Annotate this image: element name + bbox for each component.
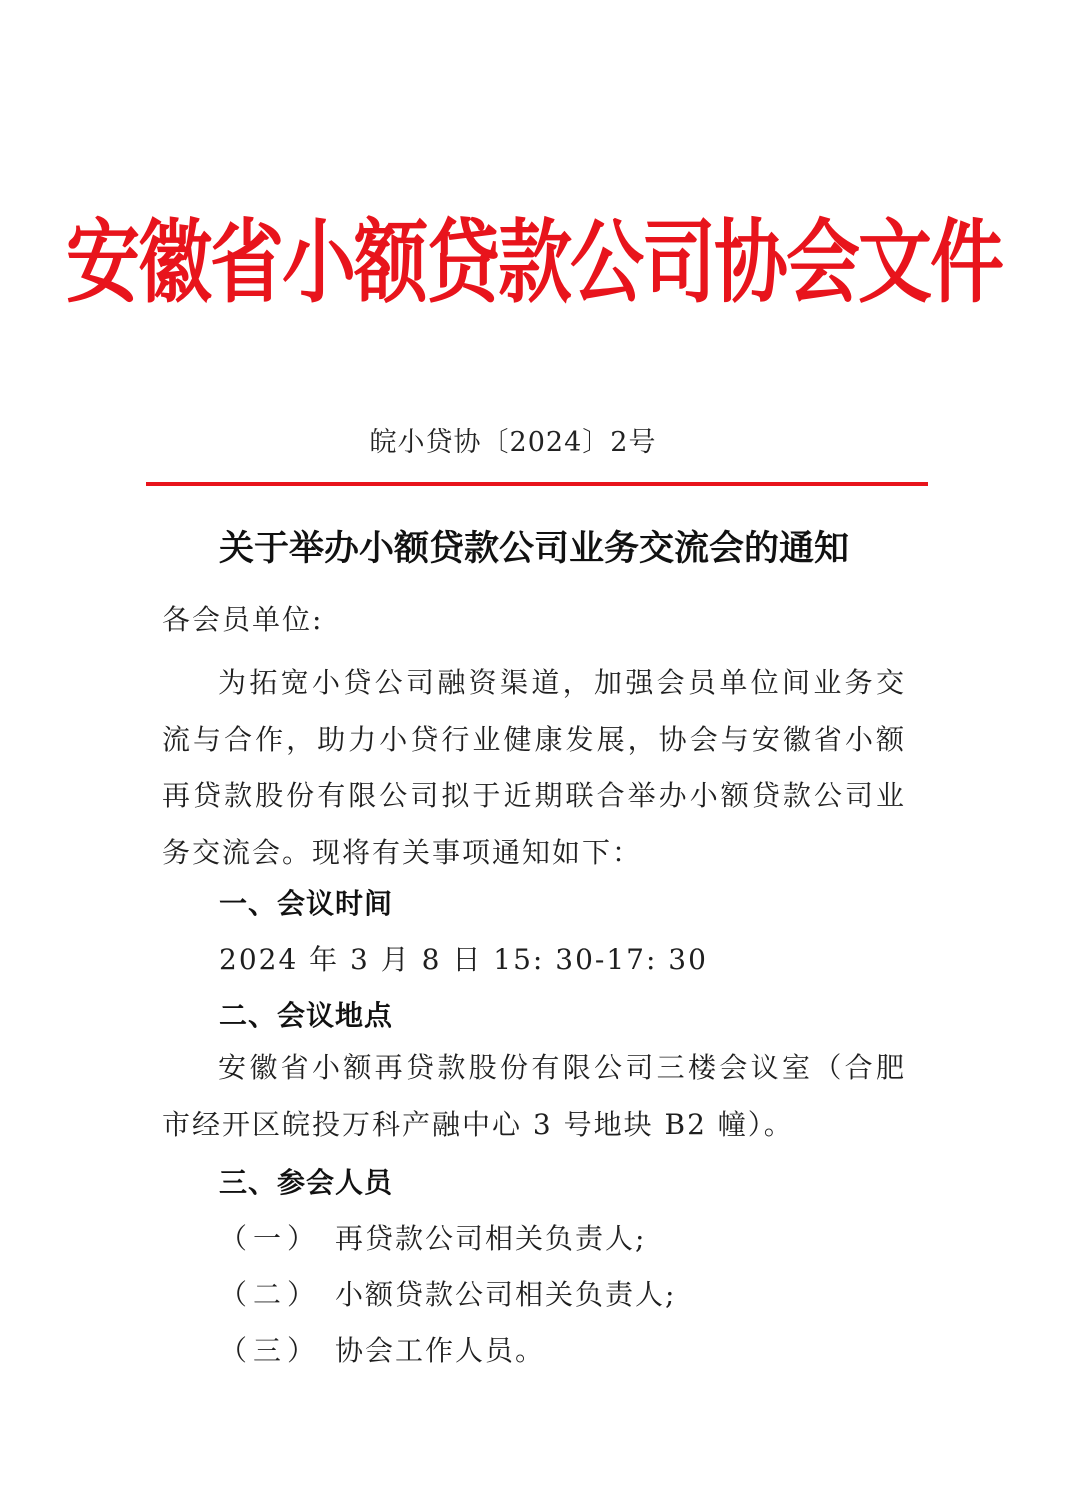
salutation: 各会员单位: <box>162 603 324 636</box>
attendee-list-item <box>219 1329 545 1373</box>
list-item-text: 小额贷款公司相关负责人; <box>335 1278 677 1311</box>
attendee-list-item <box>219 1273 676 1317</box>
intro-paragraph: 为拓宽小贷公司融资渠道，加强会员单位间业务交流与合作，助力小贷行业健康发展，协会与安徽省小额再贷款股份有限公司拟于近期联合举办小额贷款公司业务交流会。现将有关事项通知如下： <box>162 666 906 869</box>
list-marker: （三） <box>219 1334 322 1367</box>
list-item-text: 再贷款公司相关负责人; <box>335 1222 647 1255</box>
meeting-time-text: 2024 年 3 月 8 日 15: 30-17: 30 <box>219 943 708 976</box>
list-marker: （二） <box>219 1278 322 1311</box>
section-heading-location: 二、会议地点 <box>219 999 394 1032</box>
attendee-list-item <box>219 1217 646 1261</box>
red-divider-line <box>146 482 928 486</box>
meeting-location-paragraph: 安徽省小额再贷款股份有限公司三楼会议室（合肥市经开区皖投万科产融中心 3 号地块 B2 幢）。 <box>162 1051 906 1141</box>
section-heading-attendees: 三、参会人员 <box>219 1166 394 1199</box>
list-item-text: 协会工作人员。 <box>335 1334 546 1367</box>
org-masthead-title: 安徽省小额贷款公司协会文件 <box>66 210 1002 316</box>
notice-title: 关于举办小额贷款公司业务交流会的通知 <box>218 528 849 569</box>
list-marker: （一） <box>219 1222 322 1255</box>
document-number: 皖小贷协〔2024〕2号 <box>369 427 657 458</box>
section-heading-time: 一、会议时间 <box>219 887 394 920</box>
